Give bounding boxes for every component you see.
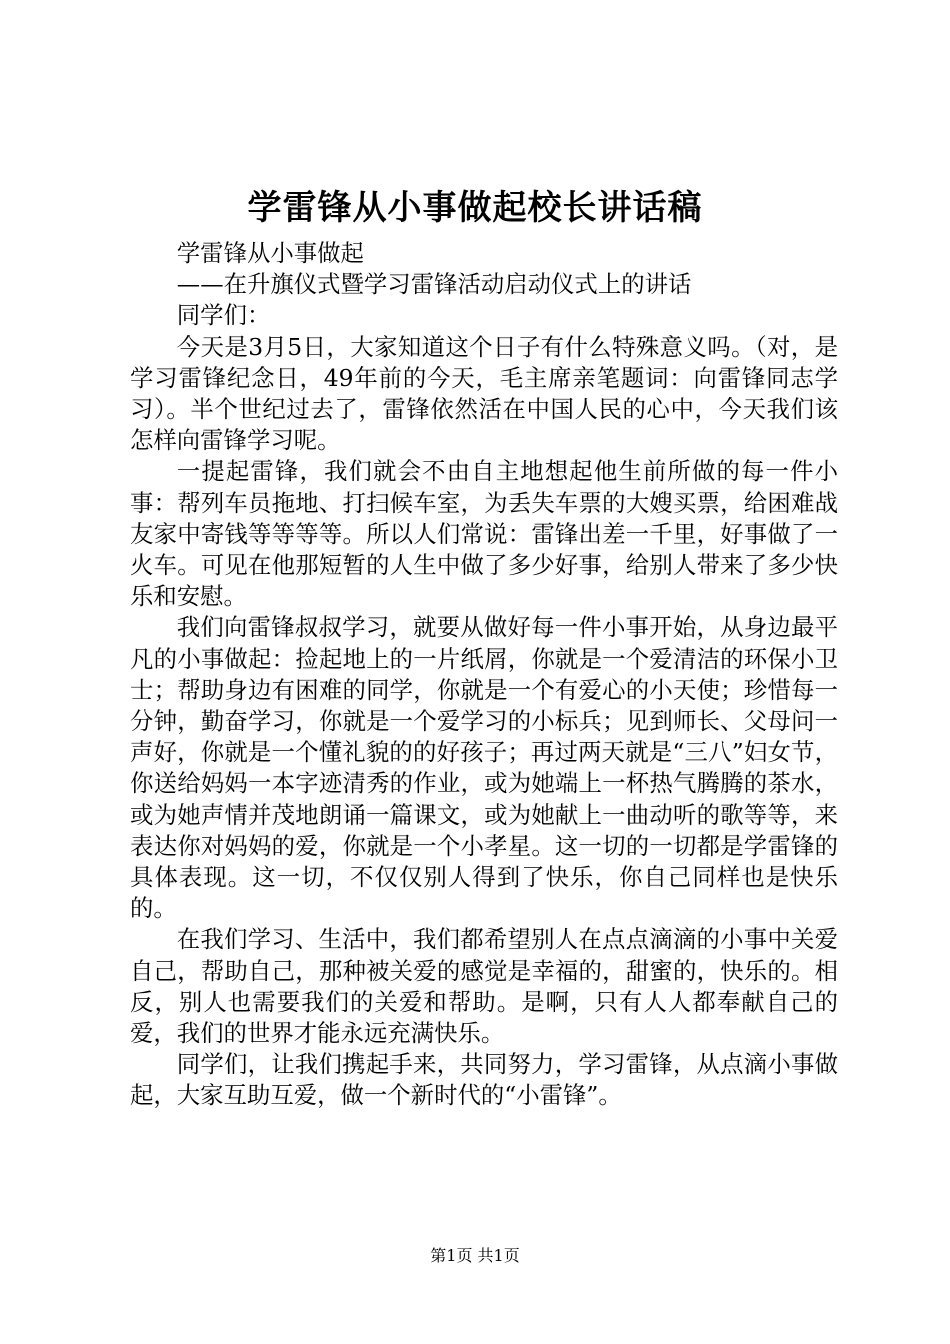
body-paragraph: 我们向雷锋叔叔学习，就要从做好每一件小事开始，从身边最平凡的小事做起：捡起地上的一片纸屑，你就是一个爱清洁的环保小卫士；帮助身边有困难的同学，你就是一个有爱心的小天使；珍惜每一分钟，勤奋学习，你就是一个爱学习的小标兵；见到师长、父母问一声好，你就是一个懂礼貌的的好孩子；再过两天就是“三八”妇女节，你送给妈妈一本字迹清秀的作业，或为她端上一杯热气腾腾的茶水，或为她声情并茂地朗诵一篇课文，或为她献上一曲动听的歌等等，来表达你对妈妈的爱，你就是一个小孝星。这一切的一切都是学雷锋的具体表现。这一切，不仅仅别人得到了快乐，你自己同样也是快乐的。: [130, 613, 838, 923]
document-title: 学雷锋从小事做起校长讲话稿: [247, 188, 703, 228]
document-body: [130, 238, 838, 1112]
salutation: 同学们：: [176, 301, 271, 330]
body-paragraph: 今天是3月5日，大家知道这个日子有什么特殊意义吗。（对，是学习雷锋纪念日，49年前的今天，毛主席亲笔题词：向雷锋同志学习）。半个世纪过去了，雷锋依然活在中国人民的心中，今天我们该怎样向雷锋学习呢。: [130, 332, 838, 455]
speech-heading: 学雷锋从小事做起: [176, 239, 364, 267]
body-paragraph: 在我们学习、生活中，我们都希望别人在点点滴滴的小事中关爱自己，帮助自己，那种被关爱的感觉是幸福的，甜蜜的，快乐的。相反，别人也需要我们的关爱和帮助。是啊，只有人人都奉献自己的爱，我们的世界才能永远充满快乐。: [130, 925, 838, 1048]
page-number-footer: 第1页 共1页: [430, 1246, 520, 1265]
body-paragraph: 一提起雷锋，我们就会不由自主地想起他生前所做的每一件小事：帮列车员拖地、打扫候车室，为丢失车票的大嫂买票，给困难战友家中寄钱等等等等。所以人们常说：雷锋出差一千里，好事做了一火车。可见在他那短暂的人生中做了多少好事，给别人带来了多少快乐和安慰。: [130, 457, 838, 611]
closing-paragraph: 同学们，让我们携起手来，共同努力，学习雷锋，从点滴小事做起，大家互助互爱，做一个新时代的“小雷锋”。: [130, 1050, 838, 1110]
speech-subheading: ——在升旗仪式暨学习雷锋活动启动仪式上的讲话: [176, 270, 692, 299]
